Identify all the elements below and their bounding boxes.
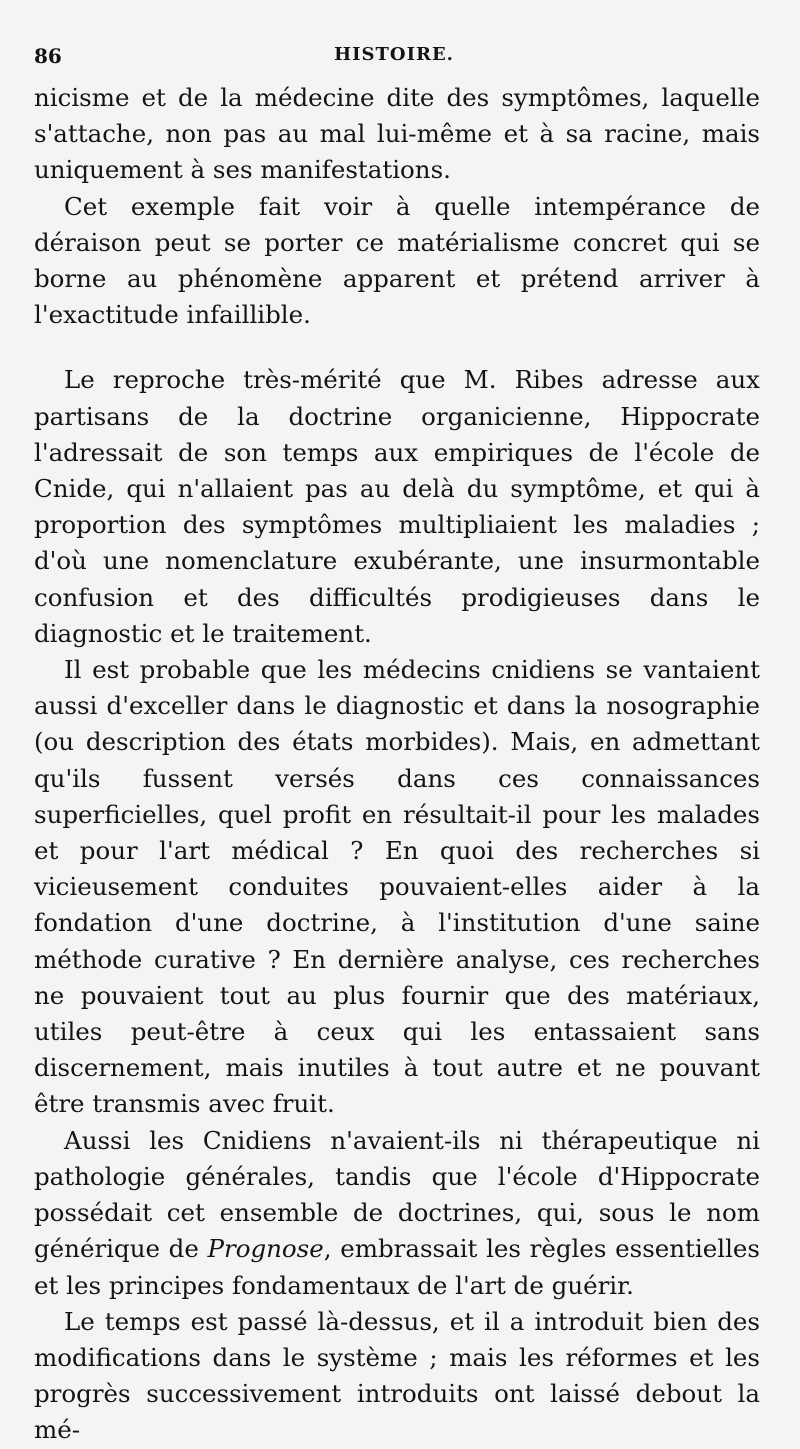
running-title: HISTOIRE. <box>334 44 454 65</box>
page-number: 86 <box>34 44 62 68</box>
paragraph-3: Le reproche très-mérité que M. Ribes adresse aux partisans de la doctrine organicienne, Hippocrate l'adressait de son temps aux empiriques de l'école de Cnide, qui n'allaient pas au delà du symptôme, et qui à proportion des symptômes multipliaient les maladies ; d'où une nomenclature exubérante, une insurmontable confusion et des difficultés prodigieuses dans le diagnostic et le traitement. <box>34 365 760 648</box>
paragraph-5 <box>34 1123 760 1304</box>
prognose-term: Prognose <box>207 1234 324 1264</box>
paragraph-1: nicisme et de la médecine dite des symptômes, laquelle s'attache, non pas au mal lui-même et à sa racine, mais uniquement à ses manifestations. <box>34 83 760 185</box>
paragraph-6: Le temps est passé là-dessus, et il a introduit bien des modifications dans le système ; mais les réformes et les progrès successivement introduits ont laissé debout la mé- <box>34 1306 760 1445</box>
body-text <box>34 80 760 1449</box>
paragraph-4: Il est probable que les médecins cnidiens se vantaient aussi d'exceller dans le diagnostic et dans la nosographie (ou description des états morbides). Mais, en admettant qu'ils fussent versés dans ces connaissances superficielles, quel profit en résultait-il pour les malades et pour l'art médical ? En quoi des recherches si vicieusement conduites pouvaient-elles aider à la fondation d'une doctrine, à l'institution d'une saine méthode curative ? En dernière analyse, ces recherches ne pouvaient tout au plus fournir que des matériaux, utiles peut-être à ceux qui les entassaient sans discernement, mais inutiles à tout autre et ne pouvant être transmis avec fruit. <box>34 655 760 1119</box>
paragraph-5-text-before: Aussi les Cnidiens n'avaient-ils ni thérapeutique ni pathologie générales, tandis que l'école d'Hippocrate possédait cet ensemble de doctrines, qui, sous le nom générique de <box>34 1125 760 1264</box>
paragraph-5-text-after: , embrassait les règles essentielles et les principes fondamentaux de l'art de guérir. <box>34 1234 760 1300</box>
paragraph-2: Cet exemple fait voir à quelle intempérance de déraison peut se porter ce matérialisme concret qui se borne au phénomène apparent et prétend arriver à l'exactitude infaillible. <box>34 191 760 330</box>
running-head <box>34 44 754 74</box>
